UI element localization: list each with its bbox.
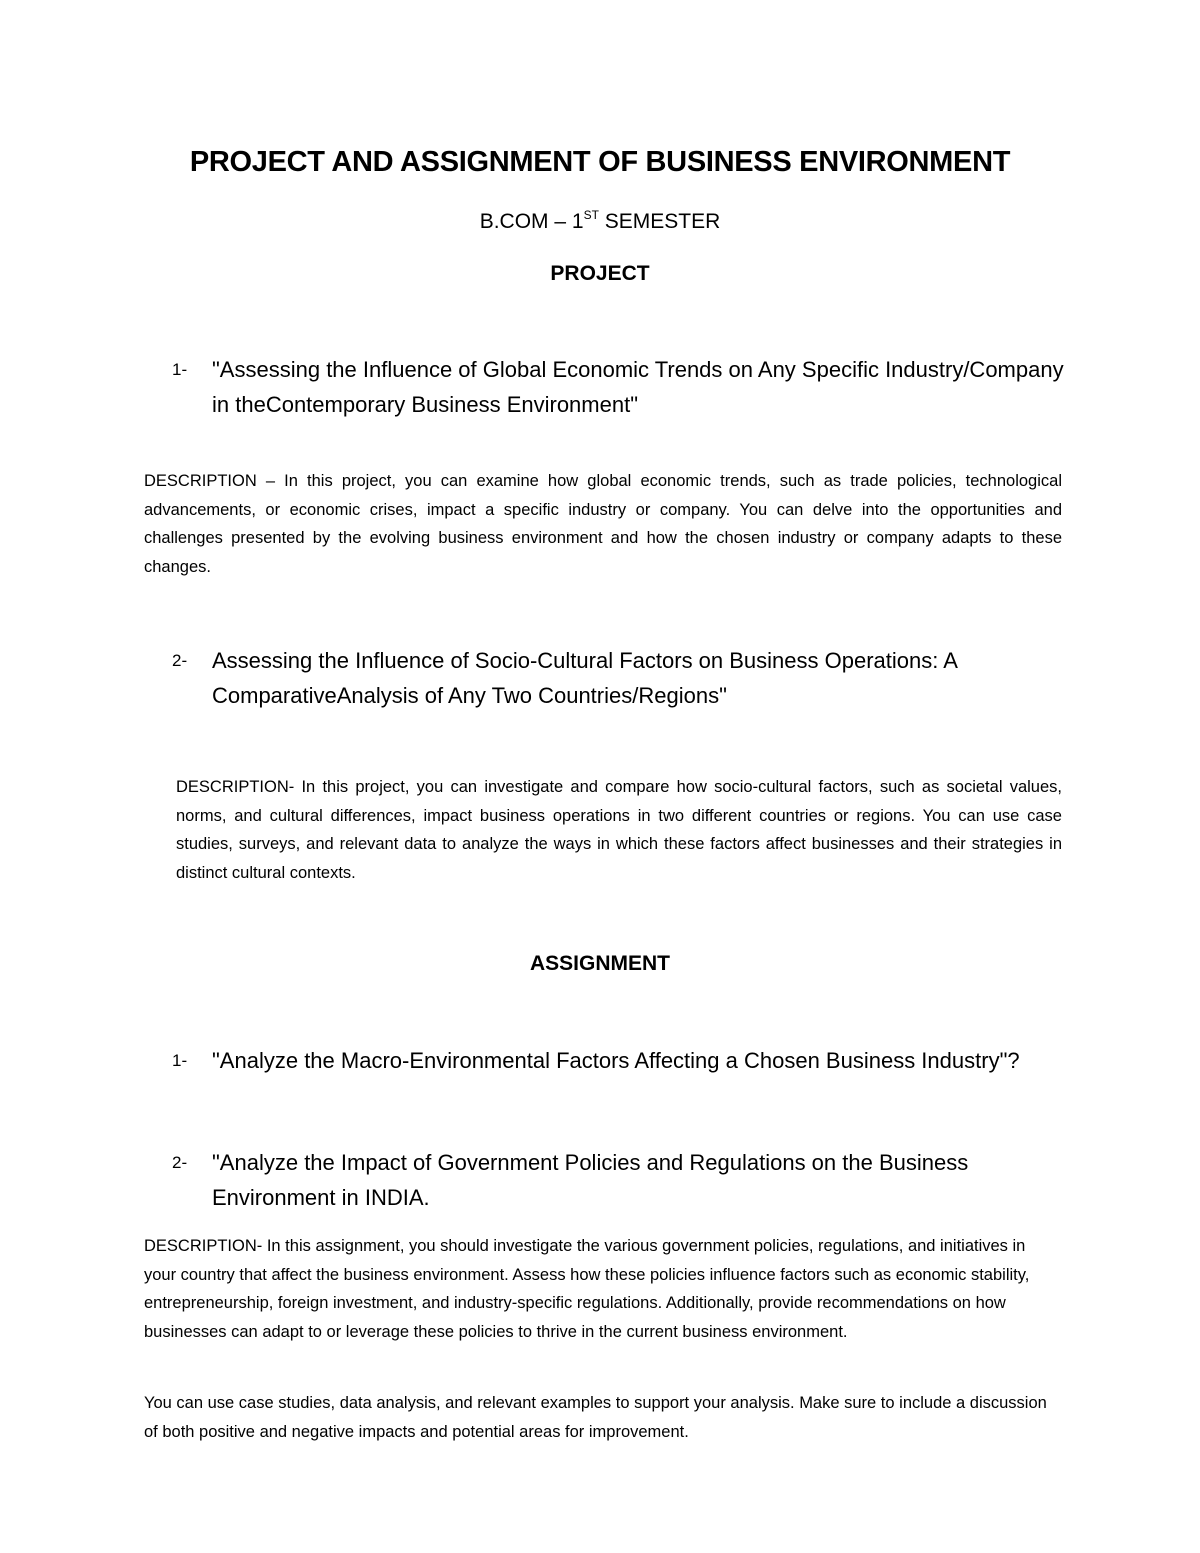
subtitle-superscript: ST (583, 208, 599, 222)
assignment-item-1-title: "Analyze the Macro-Environmental Factors Affecting a Chosen Business Industry"? (212, 1048, 1020, 1073)
project-item-1-title: "Assessing the Influence of Global Economic Trends on Any Specific Industry/Company in theContemporary Business Environment" (212, 357, 1064, 417)
assignment-heading: ASSIGNMENT (529, 952, 670, 975)
assignment-item-2-number: 2- (172, 1153, 188, 1172)
document-subtitle (0, 208, 1200, 234)
project-item-2-description: DESCRIPTION- In this project, you can investigate and compare how socio-cultural factors, such as societal values, norms, and cultural differences, impact business operations in two different countries or regions. You can use case studies, surveys, and relevant data to analyze the ways in which these factors affect businesses and their strategies in distinct cultural contexts. (176, 778, 1062, 882)
assignment-item-1-number: 1- (172, 1051, 188, 1070)
project-item-1-number: 1- (172, 360, 188, 379)
subtitle-suffix: SEMESTER (598, 210, 721, 233)
assignment-item-2-title: "Analyze the Impact of Government Policies and Regulations on the Business Environment in INDIA. (212, 1150, 969, 1210)
assignment-description: DESCRIPTION- In this assignment, you should investigate the various government policies, regulations, and initiatives in your country that affect the business environment. Assess how these policies influence factors such as economic stability, entrepreneurship, foreign investment, and industry-specific regulations. Additionally, provide recommendations on how businesses can adapt to or leverage these policies to thrive in the current business environment. (144, 1237, 1030, 1341)
document-title: PROJECT AND ASSIGNMENT OF BUSINESS ENVIRONMENT (189, 146, 1011, 178)
project-item-2-title: Assessing the Influence of Socio-Cultural Factors on Business Operations: A ComparativeAnalysis of Any Two Countries/Regions" (212, 648, 957, 708)
subtitle-prefix: B.COM – 1 (479, 210, 584, 233)
project-item-1-description: DESCRIPTION – In this project, you can examine how global economic trends, such as trade policies, technological advancements, or economic crises, impact a specific industry or company. You can delve into the opportunities and challenges presented by the evolving business environment and how the chosen industry or company adapts to these changes. (144, 472, 1062, 576)
project-item-2 (172, 643, 1072, 713)
project-item-1 (172, 352, 1072, 422)
assignment-closing: You can use case studies, data analysis, and relevant examples to support your analysis. Make sure to include a discussion of both positive and negative impacts and potential areas for improvement. (144, 1394, 1047, 1441)
assignment-item-2 (172, 1145, 1072, 1215)
assignment-item-1 (172, 1043, 1072, 1078)
project-heading: PROJECT (550, 262, 650, 285)
project-item-2-number: 2- (172, 651, 188, 670)
